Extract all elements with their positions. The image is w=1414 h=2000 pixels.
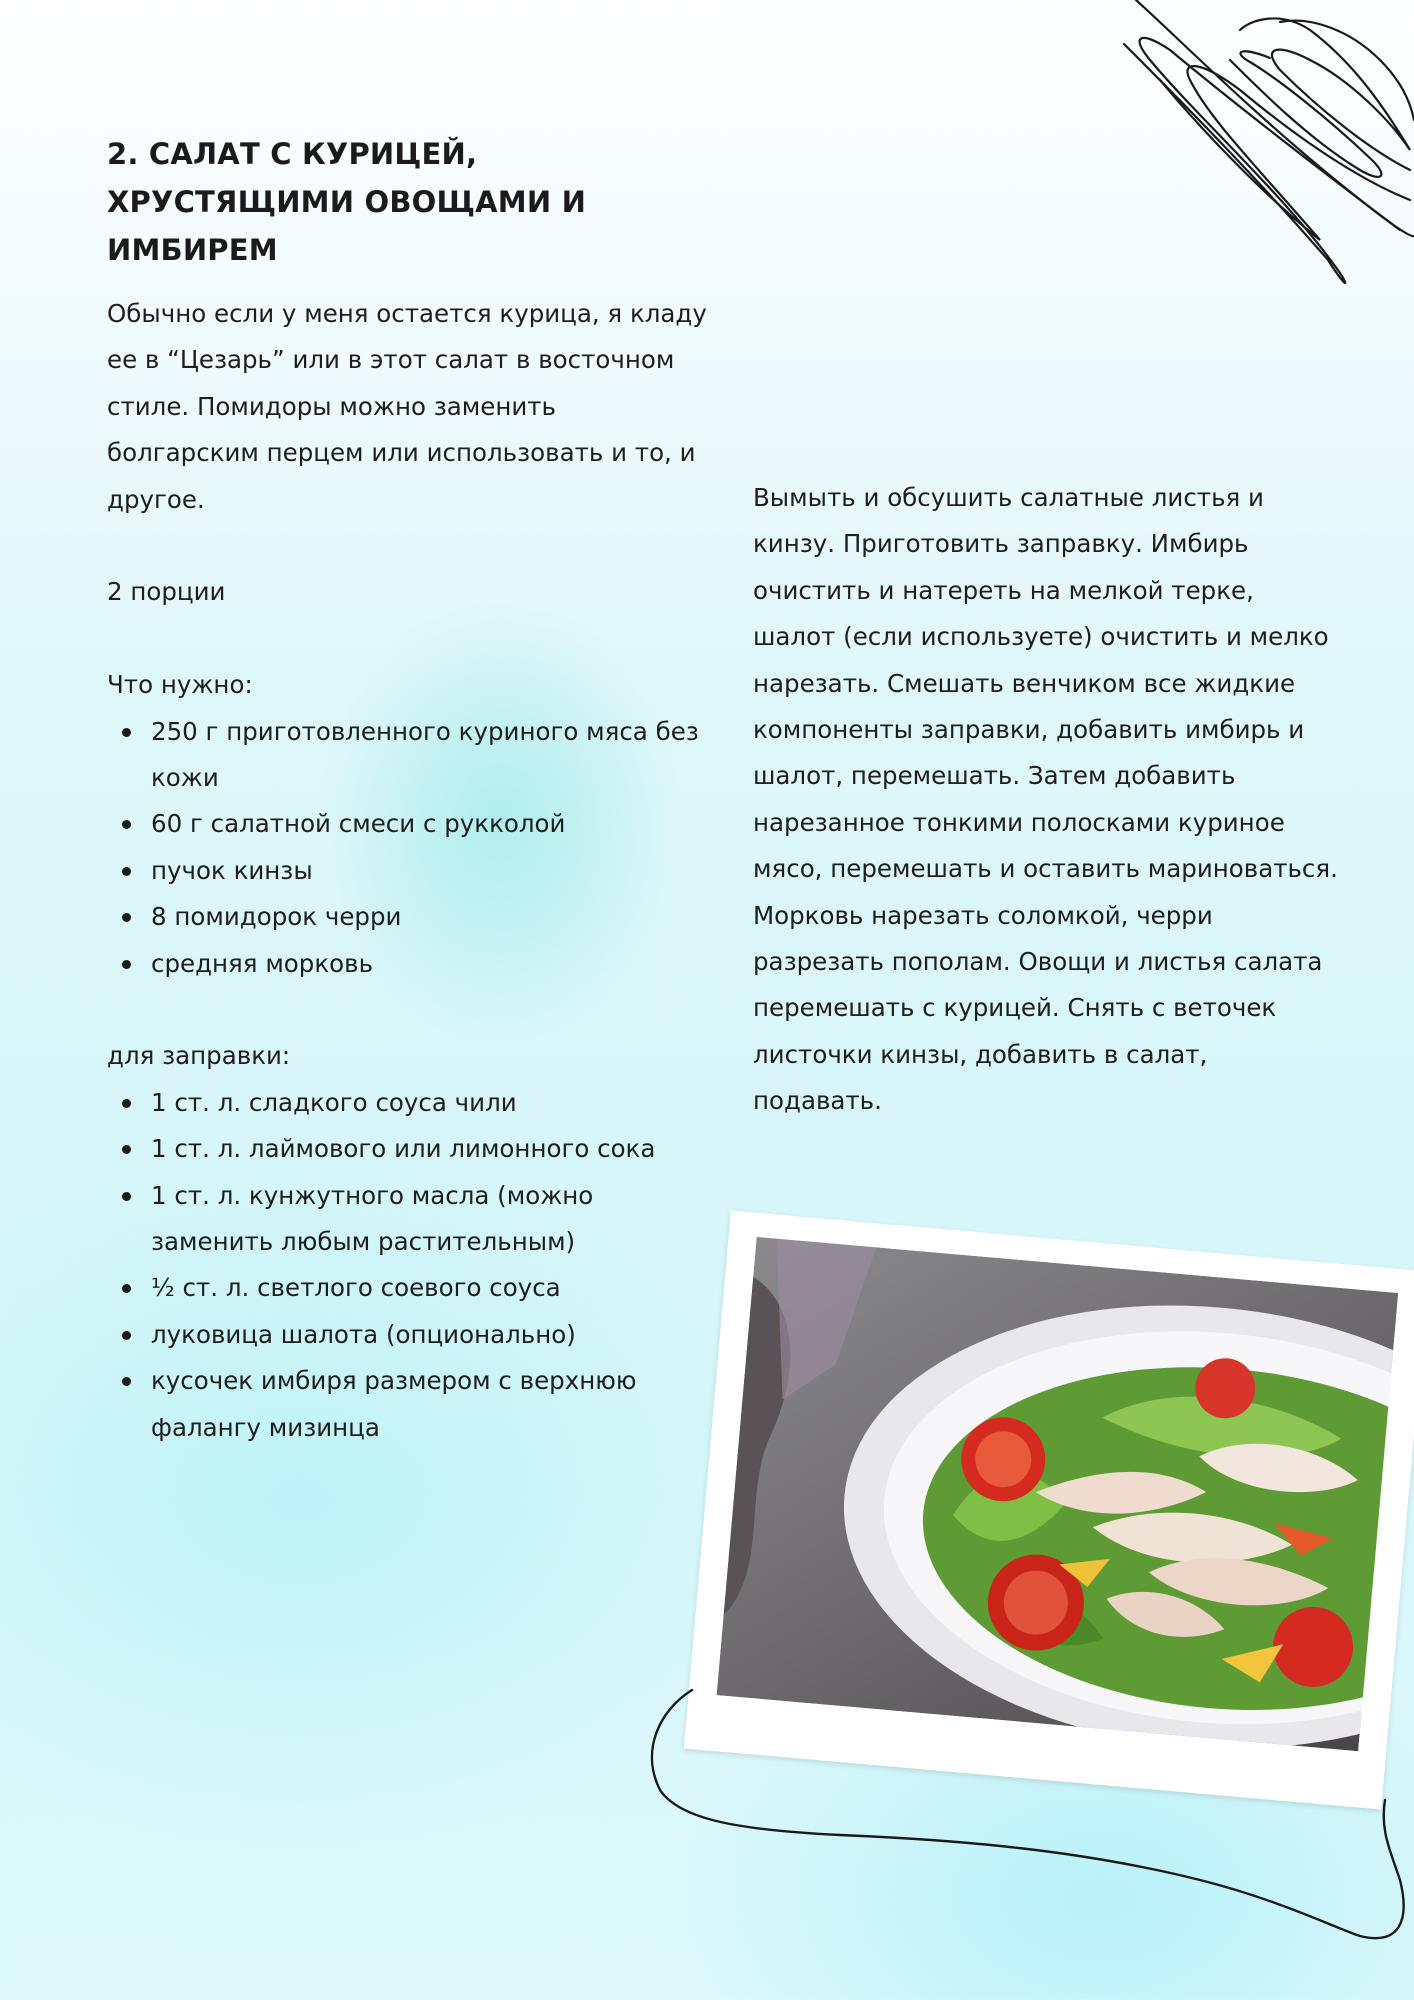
dressing-item: 1 ст. л. сладкого соуса чили bbox=[151, 1080, 707, 1126]
recipe-method: Вымыть и обсушить салатные листья и кинзу. Приготовить заправку. Имбирь очистить и натереть на мелкой терке, шалот (если используете) очистить и мелко нарезать. Смешать венчиком все жидкие компоненты заправки, добавить имбирь и шалот, перемешать. Затем добавить нарезанное тонкими полосками куриное мясо, перемешать и оставить мариноваться. Морковь нарезать соломкой, черри разрезать пополам. Овощи и листья салата перемешать с курицей. Снять с веточек листочки кинзы, добавить в салат, подавать. bbox=[753, 483, 1338, 1116]
recipe-title: 2. САЛАТ С КУРИЦЕЙ, ХРУСТЯЩИМИ ОВОЩАМИ И ИМБИРЕМ bbox=[107, 137, 587, 267]
ingredients-list bbox=[107, 709, 707, 987]
scribble-doodle-icon bbox=[1110, 0, 1414, 300]
dressing-item: кусочек имбиря размером с верхнюю фалангу мизинца bbox=[151, 1358, 707, 1451]
dressing-item: 1 ст. л. кунжутного масла (можно заменить любым растительным) bbox=[151, 1173, 707, 1266]
servings-text: 2 порции bbox=[107, 577, 226, 607]
dressing-item: 1 ст. л. лаймового или лимонного сока bbox=[151, 1126, 707, 1172]
dressing-heading: для заправки: bbox=[107, 1041, 291, 1071]
ingredient-item: 60 г салатной смеси с рукколой bbox=[151, 801, 707, 847]
loop-line-icon bbox=[640, 1680, 1414, 1980]
dressing-list bbox=[107, 1080, 707, 1451]
ingredient-item: пучок кинзы bbox=[151, 848, 707, 894]
ingredient-item: 250 г приготовленного куриного мяса без кожи bbox=[151, 709, 707, 802]
dressing-item: ½ ст. л. светлого соевого соуса bbox=[151, 1265, 707, 1311]
ingredients-heading: Что нужно: bbox=[107, 670, 253, 700]
ingredient-item: средняя морковь bbox=[151, 941, 707, 987]
recipe-intro: Обычно если у меня остается курица, я кладу ее в “Цезарь” или в этот салат в восточном стиле. Помидоры можно заменить болгарским перцем или использовать и то, и другое. bbox=[107, 299, 707, 514]
salad-bowl-photo bbox=[717, 1237, 1399, 1751]
ingredient-item: 8 помидорок черри bbox=[151, 894, 707, 940]
recipe-left-column bbox=[107, 291, 707, 1451]
dressing-item: луковица шалота (опционально) bbox=[151, 1312, 707, 1358]
